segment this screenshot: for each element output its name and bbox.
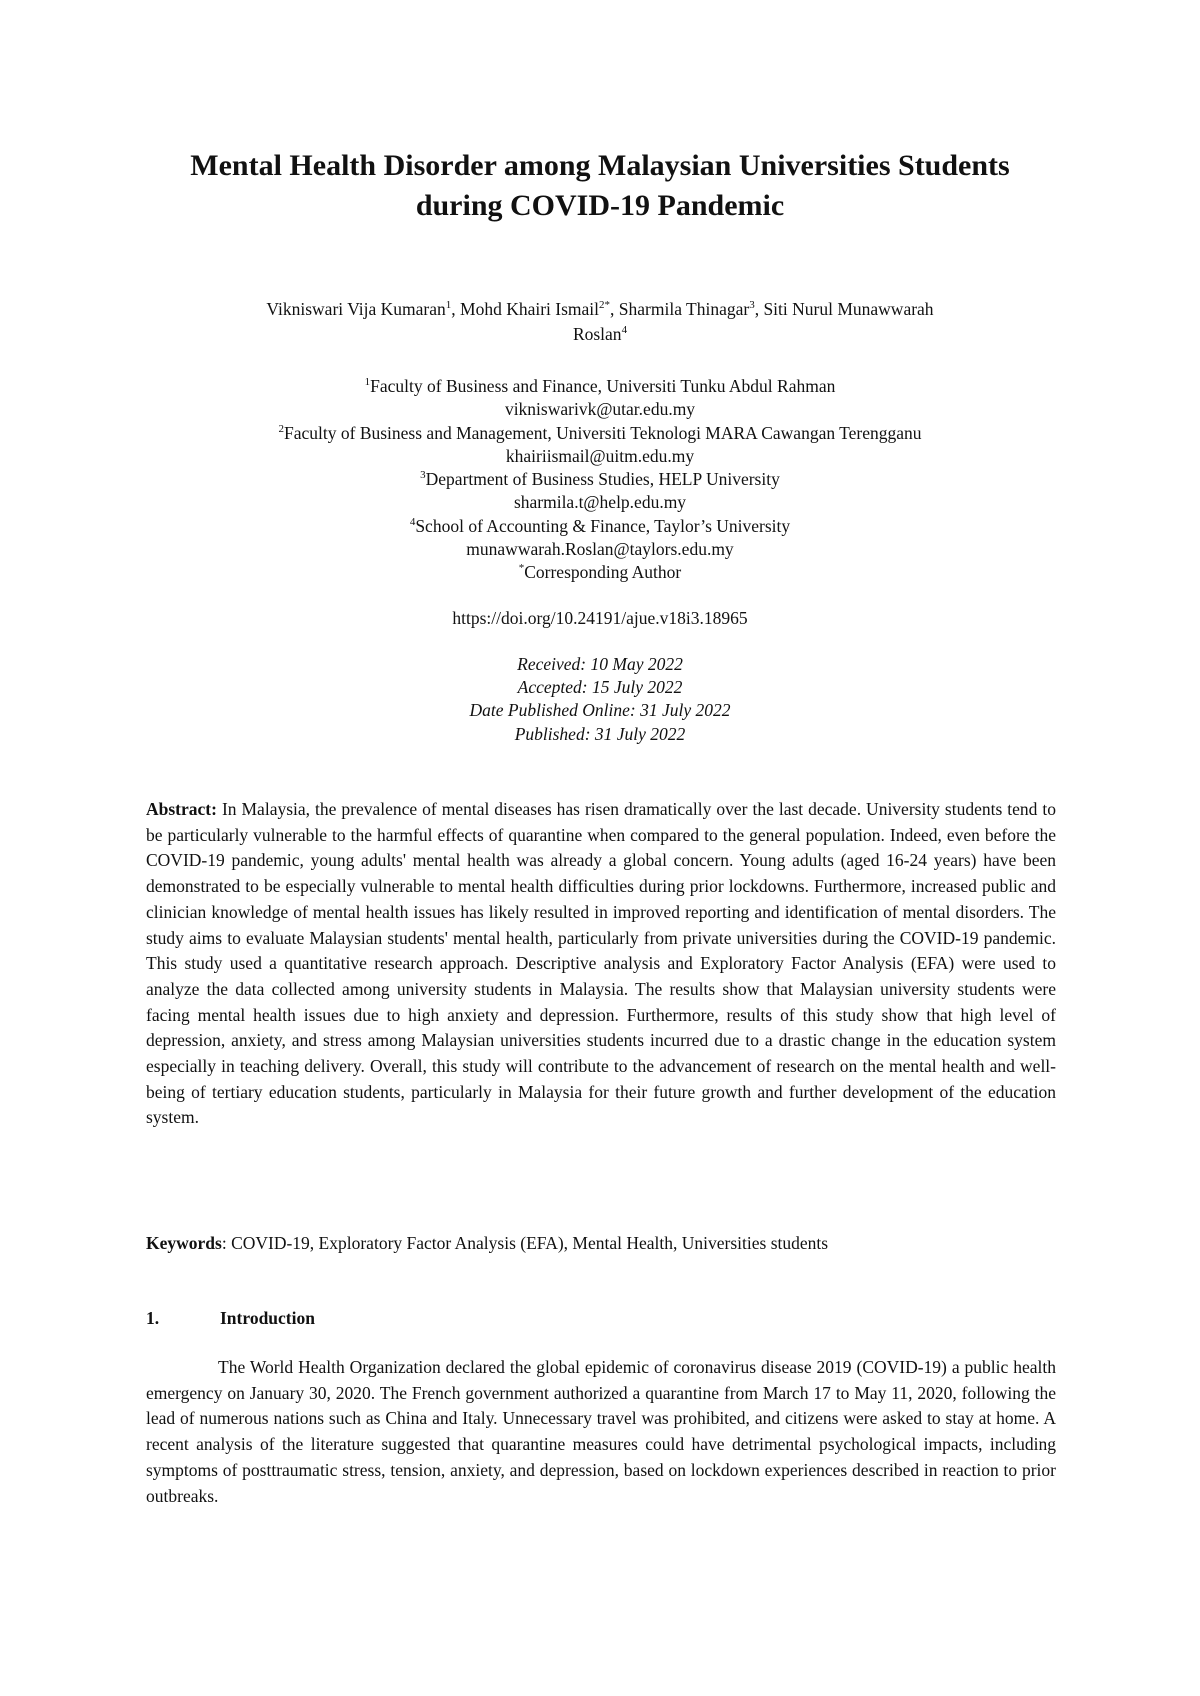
author-affil-mark: 2*	[599, 299, 611, 312]
title-line-1: Mental Health Disorder among Malaysian Universities Students	[190, 149, 1010, 182]
affiliation	[150, 468, 1050, 491]
author-name: Sharmila Thinagar	[618, 299, 750, 319]
author-list: Vikniswari Vija Kumaran$^1$, Mohd Khairi Ismail$^{2*}$, Sharmila Thinagar$^3$, Siti Nurul Munawwarah Roslan$^4$	[266, 299, 934, 344]
online-date: Date Published Online: 31 July 2022	[469, 700, 731, 721]
abstract-text: In Malaysia, the prevalence of mental diseases has risen dramatically over the last decade. University students tend to be particularly vulnerable to the harmful effects of quarantine when compared to the general population. Indeed, even before the COVID-19 pandemic, young adults' mental health was already a global concern. Young adults (aged 16-24 years) have been demonstrated to be especially vulnerable to mental health difficulties during prior lockdowns. Furthermore, increased public and clinician knowledge of mental health issues has likely resulted in improved reporting and identification of mental disorders. The study aims to evaluate Malaysian students' mental health, particularly from private universities during the COVID-19 pandemic. This study used a quantitative research approach. Descriptive analysis and Exploratory Factor Analysis (EFA) were used to analyze the data collected among university students in Malaysia. The results show that Malaysian university students were facing mental health issues due to high anxiety and depression. Furthermore, results of this study show that high level of depression, anxiety, and stress among Malaysian universities students incurred due to a drastic change in the education system especially in teaching delivery. Overall, this study will contribute to the advancement of research on the mental health and well-being of tertiary education students, particularly in Malaysia for their future growth and further development of the education system.	[146, 799, 1056, 1128]
keywords-text: : COVID-19, Exploratory Factor Analysis (EFA), Mental Health, Universities students	[221, 1233, 829, 1253]
abstract-label: Abstract:	[146, 799, 217, 819]
affiliation-email: vikniswarivk@utar.edu.my	[504, 399, 696, 420]
title-line-2: during COVID-19 Pandemic	[415, 189, 785, 222]
keywords-label: Keywords	[146, 1233, 222, 1253]
author-name-cont: Roslan	[572, 324, 622, 344]
paper-title	[130, 146, 1070, 226]
affiliation-email: munawwarah.Roslan@taylors.edu.my	[466, 539, 734, 560]
accepted-date: Accepted: 15 July 2022	[517, 677, 683, 698]
corresponding-text: Corresponding Author	[524, 562, 682, 583]
doi-link[interactable]: https://doi.org/10.24191/ajue.v18i3.18965	[452, 608, 748, 628]
affiliation-mark: 1	[364, 376, 371, 389]
affiliation-mark: 4	[409, 515, 416, 528]
affiliation-list	[150, 375, 1050, 585]
affiliation	[150, 375, 1050, 398]
introduction-paragraph: The World Health Organization declared the global epidemic of coronavirus disease 2019 (COVID-19) a public health emergency on January 30, 2020. The French government authorized a quarantine from March 17 to May 11, 2020, following the lead of numerous nations such as China and Italy. Unnecessary travel was prohibited, and citizens were asked to stay at home. A recent analysis of the literature suggested that quarantine measures could have detrimental psychological impacts, including symptoms of posttraumatic stress, tension, anxiety, and depression, based on lockdown experiences described in reaction to prior outbreaks.	[146, 1357, 1056, 1506]
affiliation-email: sharmila.t@help.edu.my	[513, 492, 687, 513]
received-date: Received: 10 May 2022	[517, 654, 683, 674]
affiliation	[150, 515, 1050, 538]
section-heading	[146, 1306, 315, 1331]
publication-dates	[150, 653, 1050, 746]
section-number: 1.	[146, 1308, 160, 1328]
affiliation	[150, 422, 1050, 445]
affiliation-text: Faculty of Business and Finance, Universiti Tunku Abdul Rahman	[370, 376, 836, 396]
author-name: Mohd Khairi Ismail	[460, 299, 600, 319]
affiliation-text: Faculty of Business and Management, Universiti Teknologi MARA Cawangan Terengganu	[284, 422, 922, 443]
section-title: Introduction	[220, 1308, 315, 1328]
author-affil-mark: 4	[621, 324, 628, 337]
author-name: Vikniswari Vija Kumaran	[266, 299, 446, 319]
affiliation-mark: 2	[278, 422, 284, 435]
affiliation-text: School of Accounting & Finance, Taylor’s University	[415, 515, 791, 536]
affiliation-text: Department of Business Studies, HELP University	[425, 469, 780, 490]
published-date: Published: 31 July 2022	[514, 723, 686, 744]
affiliation-mark: 3	[420, 469, 426, 482]
keywords	[146, 1231, 1056, 1256]
author-affil-mark: 1	[445, 299, 452, 312]
author-name: Siti Nurul Munawwarah	[763, 299, 934, 319]
author-affil-mark: 3	[749, 299, 755, 312]
corresponding-mark: *	[518, 562, 525, 575]
affiliation-email: khairiismail@uitm.edu.my	[505, 445, 695, 466]
corresponding-author-note	[150, 561, 1050, 584]
abstract	[146, 797, 1056, 1131]
